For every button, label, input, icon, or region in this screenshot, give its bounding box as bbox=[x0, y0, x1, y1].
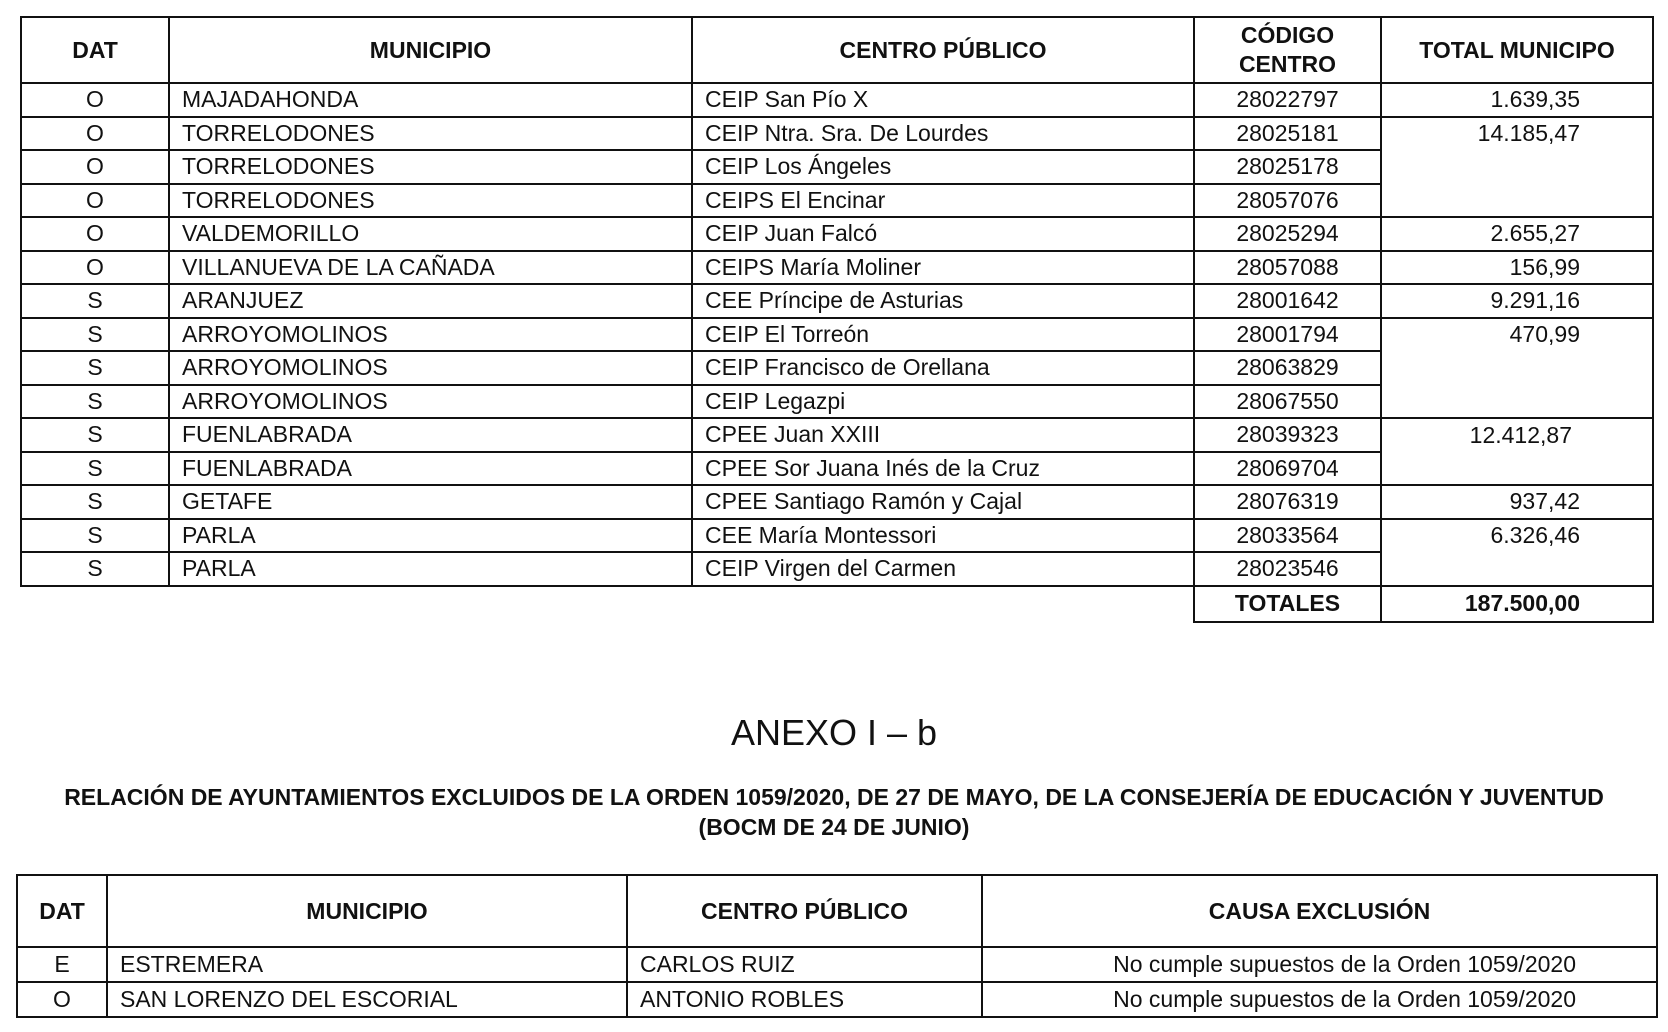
cell-total bbox=[1381, 184, 1653, 218]
table-row bbox=[21, 418, 1653, 452]
cell-centro: CEIP El Torreón bbox=[692, 318, 1194, 352]
cell-total: 14.185,47 bbox=[1381, 117, 1653, 151]
header-codigo bbox=[1194, 17, 1381, 83]
cell-dat: E bbox=[17, 947, 107, 982]
cell-dat: O bbox=[21, 251, 169, 285]
header-causa: CAUSA EXCLUSIÓN bbox=[982, 875, 1657, 947]
cell-causa: No cumple supuestos de la Orden 1059/2020 bbox=[982, 982, 1657, 1017]
cell-centro: CPEE Santiago Ramón y Cajal bbox=[692, 485, 1194, 519]
table-row bbox=[21, 452, 1653, 486]
cell-total: 1.639,35 bbox=[1381, 83, 1653, 117]
cell-centro: CPEE Juan XXIII bbox=[692, 418, 1194, 452]
cell-codigo: 28001794 bbox=[1194, 318, 1381, 352]
cell-municipio: FUENLABRADA bbox=[169, 418, 692, 452]
cell-codigo: 28025181 bbox=[1194, 117, 1381, 151]
cell-total bbox=[1381, 452, 1653, 486]
totals-label: TOTALES bbox=[1194, 586, 1381, 622]
exclusion-table bbox=[16, 874, 1658, 1018]
header-centro: CENTRO PÚBLICO bbox=[627, 875, 982, 947]
cell-municipio: ARROYOMOLINOS bbox=[169, 318, 692, 352]
cell-codigo: 28069704 bbox=[1194, 452, 1381, 486]
header-codigo-line2: CENTRO bbox=[1238, 51, 1337, 77]
cell-dat: S bbox=[21, 284, 169, 318]
header-municipio: MUNICIPIO bbox=[107, 875, 627, 947]
cell-municipio: TORRELODONES bbox=[169, 117, 692, 151]
cell-centro: CEIPS El Encinar bbox=[692, 184, 1194, 218]
cell-centro: CEE Príncipe de Asturias bbox=[692, 284, 1194, 318]
blank-cell bbox=[692, 586, 1194, 622]
cell-total: 6.326,46 bbox=[1381, 519, 1653, 553]
cell-causa: No cumple supuestos de la Orden 1059/2020 bbox=[982, 947, 1657, 982]
table-row bbox=[21, 284, 1653, 318]
cell-municipio: FUENLABRADA bbox=[169, 452, 692, 486]
cell-codigo: 28023546 bbox=[1194, 552, 1381, 586]
cell-codigo: 28022797 bbox=[1194, 83, 1381, 117]
table-row bbox=[21, 117, 1653, 151]
cell-dat: O bbox=[21, 150, 169, 184]
cell-codigo: 28063829 bbox=[1194, 351, 1381, 385]
header-dat: DAT bbox=[21, 17, 169, 83]
table-row bbox=[17, 947, 1657, 982]
cell-dat: S bbox=[21, 485, 169, 519]
cell-codigo: 28025178 bbox=[1194, 150, 1381, 184]
cell-centro: CEIP Legazpi bbox=[692, 385, 1194, 419]
cell-codigo: 28057076 bbox=[1194, 184, 1381, 218]
cell-dat: O bbox=[21, 83, 169, 117]
cell-dat: O bbox=[21, 217, 169, 251]
cell-codigo: 28076319 bbox=[1194, 485, 1381, 519]
cell-dat: S bbox=[21, 351, 169, 385]
cell-dat: O bbox=[21, 117, 169, 151]
cell-municipio: TORRELODONES bbox=[169, 150, 692, 184]
cell-total: 12.412,87 bbox=[1381, 418, 1653, 452]
cell-municipio: TORRELODONES bbox=[169, 184, 692, 218]
cell-total: 937,42 bbox=[1381, 485, 1653, 519]
cell-dat: O bbox=[17, 982, 107, 1017]
annex-title: ANEXO I – b bbox=[730, 712, 938, 753]
cell-centro: CEIP Ntra. Sra. De Lourdes bbox=[692, 117, 1194, 151]
allocation-table bbox=[20, 16, 1654, 623]
cell-municipio: SAN LORENZO DEL ESCORIAL bbox=[107, 982, 627, 1017]
table-row bbox=[21, 485, 1653, 519]
blank-cell bbox=[169, 586, 692, 622]
cell-total bbox=[1381, 351, 1653, 385]
table-row bbox=[21, 385, 1653, 419]
header-centro: CENTRO PÚBLICO bbox=[692, 17, 1194, 83]
totals-row bbox=[21, 586, 1653, 622]
annex-subtitle-line2: (BOCM DE 24 DE JUNIO) bbox=[698, 814, 970, 840]
cell-municipio: ARROYOMOLINOS bbox=[169, 385, 692, 419]
cell-centro: CEIP Los Ángeles bbox=[692, 150, 1194, 184]
cell-municipio: VALDEMORILLO bbox=[169, 217, 692, 251]
totals-value: 187.500,00 bbox=[1381, 586, 1653, 622]
header-codigo-line1: CÓDIGO bbox=[1240, 22, 1335, 48]
table-row bbox=[21, 217, 1653, 251]
cell-municipio: PARLA bbox=[169, 552, 692, 586]
annex-subtitle bbox=[20, 782, 1648, 842]
cell-codigo: 28001642 bbox=[1194, 284, 1381, 318]
cell-centro: ANTONIO ROBLES bbox=[627, 982, 982, 1017]
cell-dat: S bbox=[21, 452, 169, 486]
cell-total bbox=[1381, 552, 1653, 586]
header-total: TOTAL MUNICIPO bbox=[1381, 17, 1653, 83]
table-row bbox=[21, 83, 1653, 117]
cell-municipio: VILLANUEVA DE LA CAÑADA bbox=[169, 251, 692, 285]
header-municipio: MUNICIPIO bbox=[169, 17, 692, 83]
cell-centro: CEIP Virgen del Carmen bbox=[692, 552, 1194, 586]
cell-dat: S bbox=[21, 318, 169, 352]
cell-municipio: GETAFE bbox=[169, 485, 692, 519]
cell-total bbox=[1381, 385, 1653, 419]
annex-subtitle-line1: RELACIÓN DE AYUNTAMIENTOS EXCLUIDOS DE LA ORDEN 1059/2020, DE 27 DE MAYO, DE LA CONSEJERÍA DE EDUCACIÓN Y JUVENTUD bbox=[64, 784, 1604, 810]
exclusion-table-header bbox=[17, 875, 1657, 947]
table-row bbox=[21, 184, 1653, 218]
cell-dat: S bbox=[21, 418, 169, 452]
table-row bbox=[21, 519, 1653, 553]
cell-codigo: 28057088 bbox=[1194, 251, 1381, 285]
blank-cell bbox=[21, 586, 169, 622]
cell-total: 156,99 bbox=[1381, 251, 1653, 285]
cell-centro: CEIP San Pío X bbox=[692, 83, 1194, 117]
cell-codigo: 28025294 bbox=[1194, 217, 1381, 251]
cell-municipio: PARLA bbox=[169, 519, 692, 553]
cell-centro: CEE María Montessori bbox=[692, 519, 1194, 553]
cell-total: 2.655,27 bbox=[1381, 217, 1653, 251]
cell-centro: CEIP Juan Falcó bbox=[692, 217, 1194, 251]
cell-codigo: 28067550 bbox=[1194, 385, 1381, 419]
cell-municipio: ARANJUEZ bbox=[169, 284, 692, 318]
cell-municipio: ARROYOMOLINOS bbox=[169, 351, 692, 385]
cell-centro: CPEE Sor Juana Inés de la Cruz bbox=[692, 452, 1194, 486]
header-dat: DAT bbox=[17, 875, 107, 947]
cell-dat: S bbox=[21, 552, 169, 586]
allocation-table-header bbox=[21, 17, 1653, 83]
cell-dat: O bbox=[21, 184, 169, 218]
cell-codigo: 28039323 bbox=[1194, 418, 1381, 452]
table-row bbox=[21, 318, 1653, 352]
cell-centro: CEIP Francisco de Orellana bbox=[692, 351, 1194, 385]
cell-codigo: 28033564 bbox=[1194, 519, 1381, 553]
table-row bbox=[21, 251, 1653, 285]
table-row bbox=[21, 351, 1653, 385]
table-row bbox=[17, 982, 1657, 1017]
cell-dat: S bbox=[21, 385, 169, 419]
cell-centro: CEIPS María Moliner bbox=[692, 251, 1194, 285]
table-row bbox=[21, 150, 1653, 184]
cell-total: 470,99 bbox=[1381, 318, 1653, 352]
table-row bbox=[21, 552, 1653, 586]
cell-municipio: ESTREMERA bbox=[107, 947, 627, 982]
cell-dat: S bbox=[21, 519, 169, 553]
cell-total: 9.291,16 bbox=[1381, 284, 1653, 318]
cell-municipio: MAJADAHONDA bbox=[169, 83, 692, 117]
cell-total bbox=[1381, 150, 1653, 184]
cell-centro: CARLOS RUIZ bbox=[627, 947, 982, 982]
